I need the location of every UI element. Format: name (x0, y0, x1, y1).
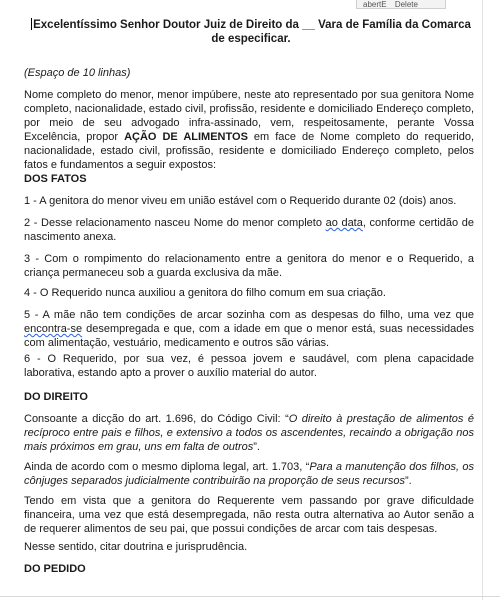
page-bottom-line (0, 596, 500, 597)
fato-2-text-start: 2 - Desse relacionamento nasceu Nome do menor completo (24, 217, 326, 229)
fato-5 (24, 308, 474, 350)
toolbar-delete-button[interactable]: Delete (394, 0, 418, 9)
toolbar-left-label: abertE (363, 0, 387, 9)
intro-paragraph (24, 88, 474, 172)
direito-4: Nesse sentido, citar doutrina e jurisprudência. (24, 541, 248, 553)
fato-4: 4 - O Requerido nunca auxiliou a genitora do filho comum em sua criação. (24, 287, 386, 299)
direito-1-quote: O direito à prestação de alimentos é recíproco entre pais e filhos, e extensivo a todos os ascendentes, recaindo a obrigação nos mais próximos em grau, uns em falta de outros (24, 413, 474, 453)
direito-2 (24, 460, 474, 488)
direito-3: Tendo em vista que a genitora do Requerente vem passando por grave dificuldade financeira, uma vez que está desempregada, não resta outra alternativa ao Autor senão a de requerer alimentos de seu pai, que possui condições de arcar com tais despesas. (24, 495, 474, 535)
direito-2-text-end: ”. (404, 475, 412, 487)
action-name: AÇÃO DE ALIMENTOS (124, 131, 248, 143)
intro-text-end: em face de Nome completo do requerido, nacionalidade, estado civil, profissão, residente e domiciliado Endereço completo, pelos fatos e fundamentos a seguir expostos: (24, 131, 474, 171)
fato-2 (24, 216, 474, 244)
direito-2-quote: Para a manutenção dos filhos, os cônjuges separados judicialmente contribuirão na proporção de seus recursos (24, 461, 475, 487)
direito-2-text-start: Ainda de acordo com o mesmo diploma legal, art. 1.703, “ (24, 461, 310, 473)
title-line-1: Excelentíssimo Senhor Doutor Juiz de Direito da __ Vara de Família da Comarca (33, 19, 471, 31)
title-line-2: de especificar. (211, 33, 291, 45)
space-note: (Espaço de 10 linhas) (24, 67, 131, 79)
fato-2-text-end: , conforme certidão de nascimento anexa. (24, 217, 474, 243)
document-title (24, 18, 478, 46)
section-heading-pedido: DO PEDIDO (24, 563, 86, 575)
toolbar-fragment (356, 0, 446, 9)
fato-3: 3 - Com o rompimento do relacionamento entre a genitora do menor e o Requerido, a criança permaneceu sob a guarda exclusiva da mãe. (24, 253, 474, 279)
section-heading-fatos: DOS FATOS (24, 173, 87, 185)
direito-1-text-end: ”. (253, 441, 260, 453)
fato-6: 6 - O Requerido, por sua vez, é pessoa jovem e saudável, com plena capacidade laborativa, estando apto a prover o auxílio material do autor. (24, 353, 474, 379)
intro-text-start: Nome completo do menor, menor impúbere, neste ato representado por sua genitora Nome completo, nacionalidade, estado civil, profissão, residente e domiciliado Endereço completo, por meio de seu advogado infra-assinado, vem, respeitosamente, perante Vossa Excelência, propor (24, 89, 474, 143)
direito-1 (24, 412, 474, 454)
section-heading-direito: DO DIREITO (24, 391, 88, 403)
fato-5-text-end: desempregada e que, com a idade em que o menor está, suas necessidades com alimentação, vestuário, medicamento e outros são várias. (24, 323, 474, 349)
fato-2-spellcheck-flag[interactable]: ao data (325, 217, 363, 229)
direito-1-text-start: Consoante a dicção do art. 1.696, do Código Civil: “ (24, 413, 289, 425)
fato-5-spellcheck-flag[interactable]: encontra-se (24, 323, 83, 335)
fato-5-text-start: 5 - A mãe não tem condições de arcar sozinha com as despesas do filho, uma vez que (24, 309, 474, 321)
page-margin-line (482, 0, 483, 600)
text-cursor (31, 18, 32, 30)
fato-1: 1 - A genitora do menor viveu em união estável com o Requerido durante 02 (dois) anos. (24, 195, 457, 207)
